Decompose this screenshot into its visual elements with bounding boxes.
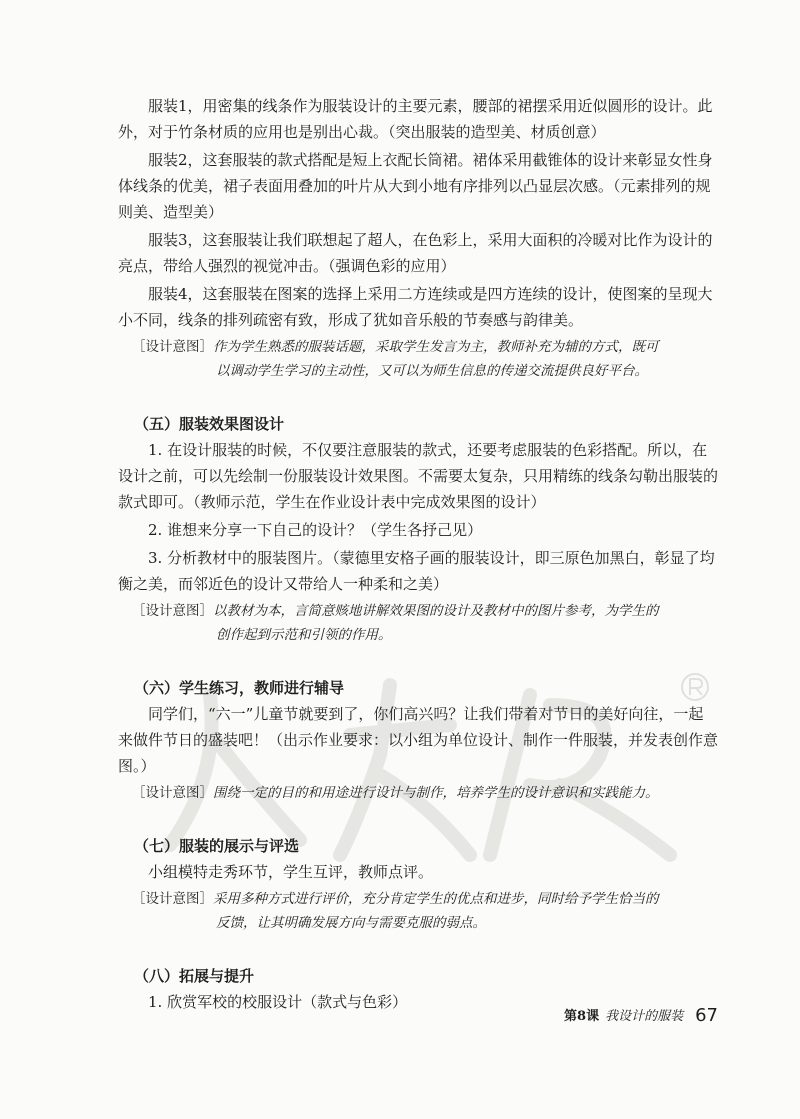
paragraph: 2. 谁想来分享一下自己的设计？（学生各抒己见）	[148, 521, 483, 539]
design-intent-text: 以教材为本，言简意赅地讲解效果图的设计及教材中的图片参考，为学生的	[213, 603, 659, 619]
design-intent-text: 以调动学生学习的主动性，又可以为师生信息的传递交流提供良好平台。	[216, 363, 648, 379]
design-intent-text: 反馈，让其明确发展方向与需要克服的弱点。	[216, 915, 486, 931]
paragraph-costume-2: 服装2，这套服装的款式搭配是短上衣配长筒裙。裙体采用截锥体的设计来彰显女性身体线条的优美，裙子表面用叠加的叶片从大到小地有序排列以凸显层次感。（元素排列的规则美、造型美）	[118, 151, 713, 221]
main-content	[118, 93, 718, 1017]
design-intent-text: 采用多种方式进行评价，充分肯定学生的优点和进步，同时给予学生恰当的	[213, 891, 659, 907]
design-intent-4	[118, 887, 718, 935]
section-heading-8: （八）拓展与提升	[134, 967, 255, 985]
design-intent-tag: ［设计意图］	[132, 891, 213, 907]
paragraph-costume-4: 服装4，这套服装在图案的选择上采用二方连续或是四方连续的设计，使图案的呈现大小不同，线条的排列疏密有致，形成了犹如音乐般的节奏感与韵律美。	[118, 285, 713, 329]
design-intent-tag: ［设计意图］	[132, 339, 213, 355]
paragraph: 同学们，“六一”儿童节就要到了，你们高兴吗？让我们带着对节日的美好向往，一起来做件节日的盛装吧！（出示作业要求：以小组为单位设计、制作一件服装，并发表创作意图。）	[118, 705, 719, 775]
footer-lesson: 第8课	[564, 1009, 600, 1024]
paragraph-costume-3: 服装3，这套服装让我们联想起了超人，在色彩上，采用大面积的冷暖对比作为设计的亮点，带给人强烈的视觉冲击。（强调色彩的应用）	[118, 231, 713, 275]
paragraph: 1. 在设计服装的时候，不仅要注意服装的款式，还要考虑服装的色彩搭配。所以，在设计之前，可以先绘制一份服装设计效果图。不需要太复杂，只用精练的线条勾勒出服装的款式即可。（教师示范，学生在作业设计表中完成效果图的设计）	[118, 441, 719, 511]
design-intent-text: 创作起到示范和引领的作用。	[216, 627, 392, 643]
design-intent-text: 作为学生熟悉的服装话题，采取学生发言为主，教师补充为辅的方式，既可	[213, 339, 659, 355]
section-heading-5: （五）服装效果图设计	[134, 415, 285, 433]
design-intent-tag: ［设计意图］	[132, 603, 213, 619]
design-intent-1	[118, 335, 718, 383]
page-footer	[564, 1006, 718, 1027]
page-number: 67	[695, 1005, 718, 1026]
design-intent-tag: ［设计意图］	[132, 785, 213, 801]
section-heading-6: （六）学生练习，教师进行辅导	[134, 679, 345, 697]
section-heading-7: （七）服装的展示与评选	[134, 837, 300, 855]
footer-lesson-title: 我设计的服装	[605, 1009, 684, 1024]
paragraph: 小组模特走秀环节，学生互评，教师点评。	[148, 863, 434, 881]
design-intent-2	[118, 599, 718, 647]
design-intent-3	[118, 781, 718, 805]
paragraph-costume-1: 服装1，用密集的线条作为服装设计的主要元素，腰部的裙摆采用近似圆形的设计。此外，对于竹条材质的应用也是别出心裁。（突出服装的造型美、材质创意）	[118, 97, 713, 141]
paragraph: 1. 欣赏军校的校服设计（款式与色彩）	[148, 993, 408, 1011]
paragraph: 3. 分析教材中的服装图片。（蒙德里安格子画的服装设计，即三原色加黑白，彰显了均衡之美，而邻近色的设计又带给人一种柔和之美）	[118, 549, 715, 593]
design-intent-text: 围绕一定的目的和用途进行设计与制作，培养学生的设计意识和实践能力。	[213, 785, 659, 801]
